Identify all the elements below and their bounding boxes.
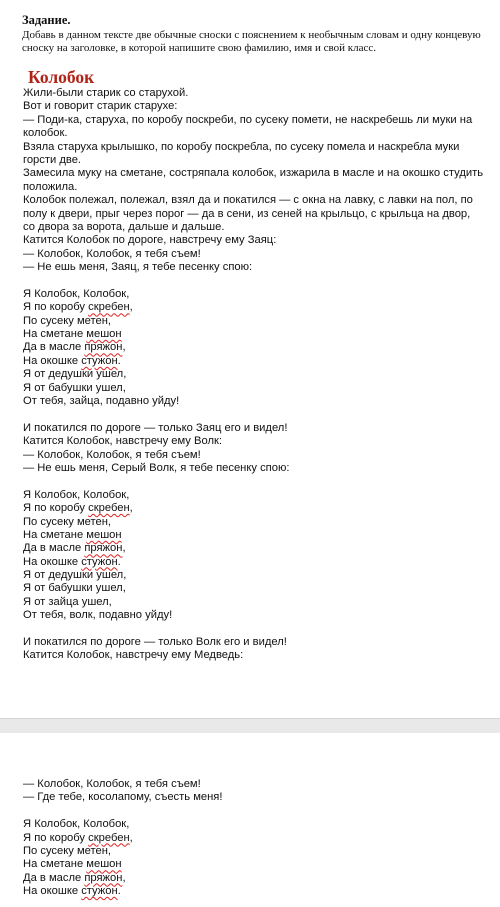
spellcheck-flagged-word: скребен [88,301,130,314]
text-line: По сусеку метен, [23,844,112,857]
spellcheck-flagged-word: мешон [86,328,122,341]
text-line: Жили-были старик со старухой. [23,87,189,99]
text-line: И покатился по дороге — только Заяц его и видел! [23,421,288,434]
text-line: колобок. [23,127,68,140]
document-page-2 [0,733,500,907]
blank-line [23,805,493,818]
text-line: — Колобок, Колобок, я тебя съем! [23,247,201,260]
text-line: Колобок полежал, полежал, взял да и покатился — с окна на лавку, с лавки на пол, по [23,194,473,207]
text-line: Да в масле пряжон, [23,871,126,884]
text-line: горсти две. [23,153,82,166]
spellcheck-flagged-word: скребен [88,502,130,515]
text-line: На окошке стужон. [23,885,121,898]
text-line: Взяла старуха крылышко, по коробу поскребла, по сусеку помела и наскребла муки [23,140,460,153]
text-line: На сметане мешон [23,858,122,871]
text-line: От тебя, волк, подавно уйду! [23,609,173,622]
spellcheck-flagged-word: стужон [81,885,118,898]
text-line: На сметане мешон [23,328,122,341]
blank-line [23,475,493,488]
text-line: положила. [23,180,78,193]
text-line: Катится Колобок, навстречу ему Медведь: [23,649,244,662]
text-line: со двора за ворота, дальше и дальше. [23,220,225,233]
text-line: Я от бабушки ушел, [23,381,126,394]
text-line: Да в масле пряжон, [23,542,126,555]
page-break-gap [0,718,500,734]
spellcheck-flagged-word: стужон [81,354,118,367]
text-line: Вот и говорит старик старухе: [23,100,178,113]
text-line: По сусеку метен, [23,314,112,327]
blank-line [23,408,493,421]
task-instructions [22,29,482,54]
text-line: Я от дедушки ушел, [23,569,127,582]
spellcheck-flagged-word: мешон [86,528,122,541]
blank-line [23,623,493,636]
text-line: И покатился по дороге — только Волк его и видел! [23,636,287,649]
task-line: Добавь в данном тексте две обычные сноски с пояснением к необычным словам и одну концевую [22,29,481,41]
spellcheck-flagged-word: стужон [81,555,118,568]
text-line: — Поди-ка, старуха, по коробу поскреби, по сусеку помети, не наскребешь ли муки на [23,113,473,126]
text-line: — Колобок, Колобок, я тебя съем! [23,778,201,790]
text-line: Я от зайца ушел, [23,595,112,608]
story-text [23,87,493,663]
text-line: Я Колобок, Колобок, [23,488,130,501]
text-line: полу к двери, прыг через порог — да в сени, из сеней на крыльцо, с крыльца на двор, [23,207,471,220]
text-line: Я по коробу скребен, [23,502,133,515]
blank-line [23,274,493,287]
text-line: Я Колобок, Колобок, [23,287,130,300]
text-line: — Колобок, Колобок, я тебя съем! [23,448,201,461]
spellcheck-flagged-word: скребен [88,831,130,844]
spellcheck-flagged-word: пряжон [84,871,123,884]
story-heading: Колобок [28,67,95,87]
text-line: На окошке стужон. [23,354,121,367]
text-line: От тебя, зайца, подавно уйду! [23,394,180,407]
text-line: Замесила муку на сметане, состряпала колобок, изжарила в масле и на окошко студить [23,167,484,180]
text-line: Я по коробу скребен, [23,301,133,314]
spellcheck-flagged-word: пряжон [84,341,123,354]
text-line: Катится Колобок, навстречу ему Волк: [23,435,222,448]
task-title: Задание. [22,13,71,27]
text-line: На сметане мешон [23,528,122,541]
spellcheck-flagged-word: пряжон [84,542,123,555]
text-line: По сусеку метен, [23,515,112,528]
text-line: Я по коробу скребен, [23,831,133,844]
spellcheck-flagged-word: мешон [86,858,122,871]
story-text-continued [23,778,493,899]
text-line: Катится Колобок по дороге, навстречу ему Заяц: [23,234,277,247]
task-line: сноску на заголовке, в которой напишите свою фамилию, имя и свой класс. [22,41,376,54]
text-line: — Не ешь меня, Серый Волк, я тебе песенку спою: [23,461,290,474]
text-line: — Не ешь меня, Заяц, я тебе песенку спою: [23,261,253,274]
text-line: На окошке стужон. [23,555,121,568]
text-line: Я от бабушки ушел, [23,582,126,595]
text-line: — Где тебе, косолапому, съесть меня! [23,791,223,804]
text-line: Да в масле пряжон, [23,341,126,354]
text-line: Я от дедушки ушел, [23,368,127,381]
text-line: Я Колобок, Колобок, [23,818,130,831]
